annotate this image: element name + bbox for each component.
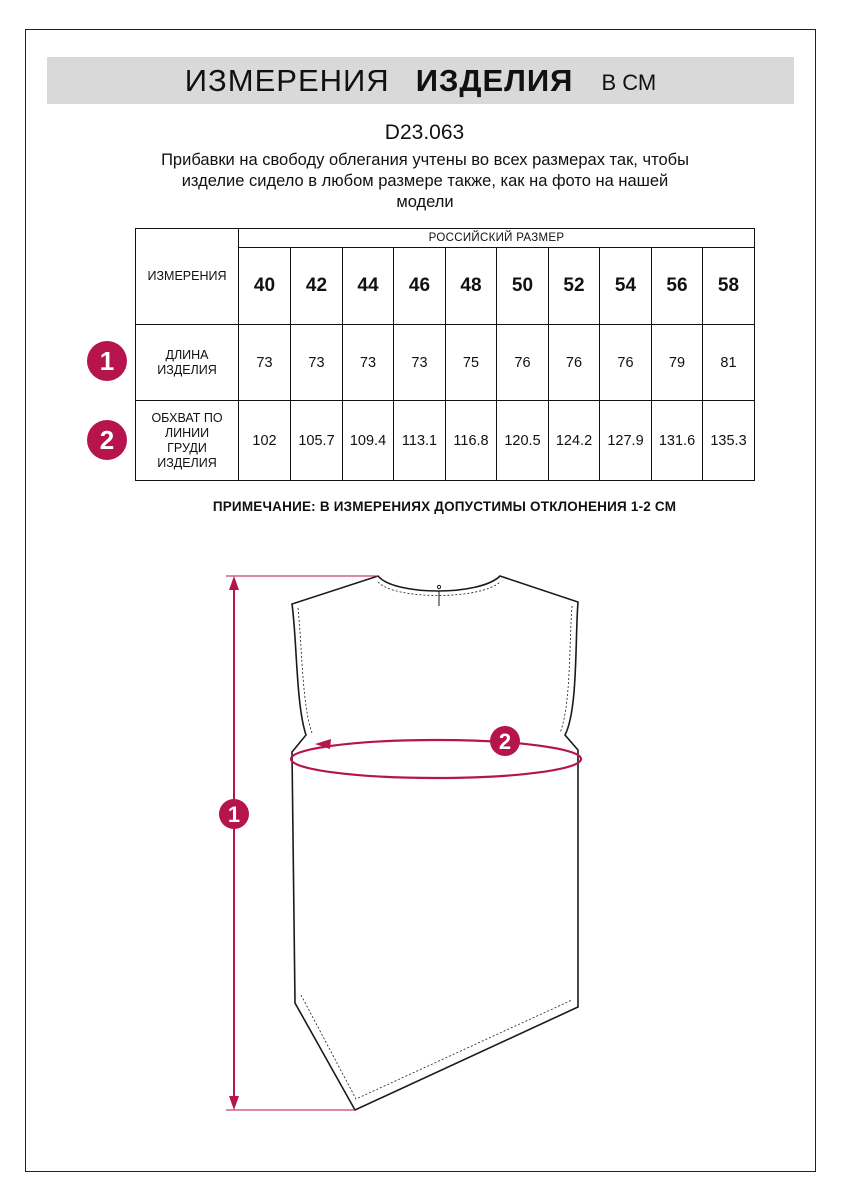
marker-chest-label: 2 <box>498 729 512 754</box>
value-cell: 109.4 <box>343 401 394 481</box>
value-cell: 81 <box>703 325 755 401</box>
value-cell: 76 <box>600 325 652 401</box>
value-cell: 120.5 <box>497 401 549 481</box>
value-cell: 79 <box>652 325 703 401</box>
value-cell: 73 <box>239 325 291 401</box>
size-label: 42 <box>291 248 343 325</box>
size-label: 56 <box>652 248 703 325</box>
marker-length-label: 1 <box>227 802 241 827</box>
row-label-line: ИЗДЕЛИЯ <box>157 362 217 377</box>
value-cell: 135.3 <box>703 401 755 481</box>
marker-chest <box>490 726 520 756</box>
size-label: 48 <box>446 248 497 325</box>
value-cell: 127.9 <box>600 401 652 481</box>
length-guides <box>226 576 378 1110</box>
size-label: 40 <box>239 248 291 325</box>
row-label-line: ОБХВАТ ПО <box>151 410 223 425</box>
product-code: D23.063 <box>384 121 465 144</box>
intro-line: Прибавки на свободу облегания учтены во всех размерах так, чтобы <box>161 151 689 169</box>
title-units: В СМ <box>601 69 657 95</box>
chest-dimension-arrow <box>291 739 581 778</box>
intro-line: изделие сидело в любом размере также, как на фото на нашей <box>181 172 669 190</box>
value-cell: 105.7 <box>291 401 343 481</box>
value-cell: 113.1 <box>394 401 446 481</box>
size-label: 58 <box>703 248 755 325</box>
top-outline <box>292 576 578 1110</box>
size-label: 52 <box>549 248 600 325</box>
row-label-line: ИЗДЕЛИЯ <box>157 455 217 470</box>
row-label-line: ЛИНИИ <box>164 425 210 440</box>
marker-length <box>219 799 249 829</box>
row-badge-number: 1 <box>99 345 115 376</box>
value-cell: 73 <box>291 325 343 401</box>
top-stitching <box>298 582 572 1099</box>
size-system-header: РОССИЙСКИЙ РАЗМЕР <box>239 229 755 248</box>
size-label: 44 <box>343 248 394 325</box>
length-dimension-arrow <box>229 576 239 1110</box>
size-label: 46 <box>394 248 446 325</box>
title-product: ИЗДЕЛИЯ <box>415 62 574 98</box>
value-cell: 73 <box>343 325 394 401</box>
size-label: 50 <box>497 248 549 325</box>
value-cell: 73 <box>394 325 446 401</box>
value-cell: 116.8 <box>446 401 497 481</box>
value-cell: 131.6 <box>652 401 703 481</box>
measurement-header: ИЗМЕРЕНИЯ <box>136 229 239 325</box>
value-cell: 76 <box>497 325 549 401</box>
row-badge-number: 2 <box>99 424 115 455</box>
value-cell: 124.2 <box>549 401 600 481</box>
intro-line: модели <box>396 193 454 211</box>
size-label: 54 <box>600 248 652 325</box>
value-cell: 75 <box>446 325 497 401</box>
title-measurements: ИЗМЕРЕНИЯ <box>184 62 390 98</box>
tolerance-note: ПРИМЕЧАНИЕ: В ИЗМЕРЕНИЯХ ДОПУСТИМЫ ОТКЛОНЕНИЯ 1-2 СМ <box>212 499 677 514</box>
row-label-line: ГРУДИ <box>167 440 207 455</box>
row-label-line: ДЛИНА <box>165 347 209 362</box>
value-cell: 76 <box>549 325 600 401</box>
value-cell: 102 <box>239 401 291 481</box>
